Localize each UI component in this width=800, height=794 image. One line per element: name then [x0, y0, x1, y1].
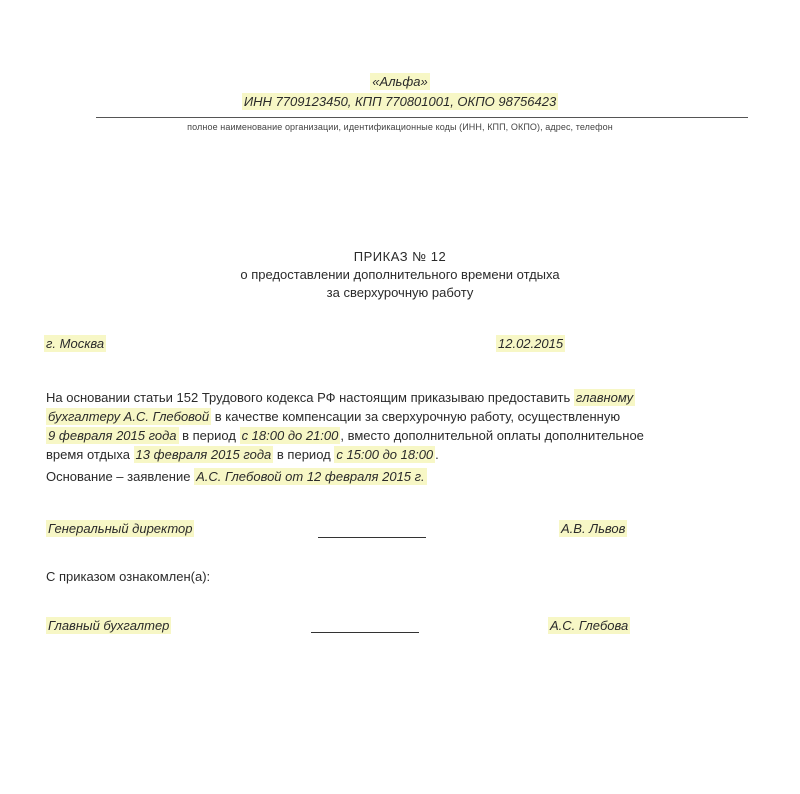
director-signature-line	[318, 537, 426, 538]
order-subject-line-1: о предоставлении дополнительного времени отдыха	[240, 267, 560, 282]
accountant-name: А.С. Глебова	[550, 618, 629, 633]
body-line-4: время отдыха 13 февраля 2015 года в период с 15:00 до 18:00 .	[46, 447, 439, 462]
header-divider	[96, 117, 748, 118]
director-name: А.В. Львов	[561, 521, 626, 536]
order-subject-line-2: за сверхурочную работу	[326, 285, 474, 300]
accountant-role: Главный бухгалтер	[48, 618, 170, 633]
acquainted-label: С приказом ознакомлен(а):	[46, 569, 211, 584]
body-line-2: бухгалтеру А.С. Глебовой в качестве компенсации за сверхурочную работу, осуществленную	[48, 409, 621, 424]
order-city: г. Москва	[46, 336, 105, 351]
accountant-signature-line	[311, 632, 419, 633]
body-line-3: 9 февраля 2015 года в период с 18:00 до 21:00 , вместо дополнительной оплаты дополнительное	[48, 428, 644, 443]
organization-ids: ИНН 7709123450, КПП 770801001, ОКПО 98756423	[243, 94, 557, 109]
order-date: 12.02.2015	[498, 336, 564, 351]
order-body	[46, 388, 706, 464]
director-role: Генеральный директор	[48, 521, 193, 536]
organization-name: «Альфа»	[372, 74, 428, 89]
organization-caption: полное наименование организации, идентификационные коды (ИНН, КПП, ОКПО), адрес, телефон	[187, 122, 613, 132]
body-line-1: На основании статьи 152 Трудового кодекса РФ настоящим приказываю предоставить главному	[46, 390, 634, 405]
order-basis: Основание – заявление А.С. Глебовой от 12 февраля 2015 г.	[46, 469, 425, 484]
order-title: ПРИКАЗ № 12	[353, 249, 447, 264]
